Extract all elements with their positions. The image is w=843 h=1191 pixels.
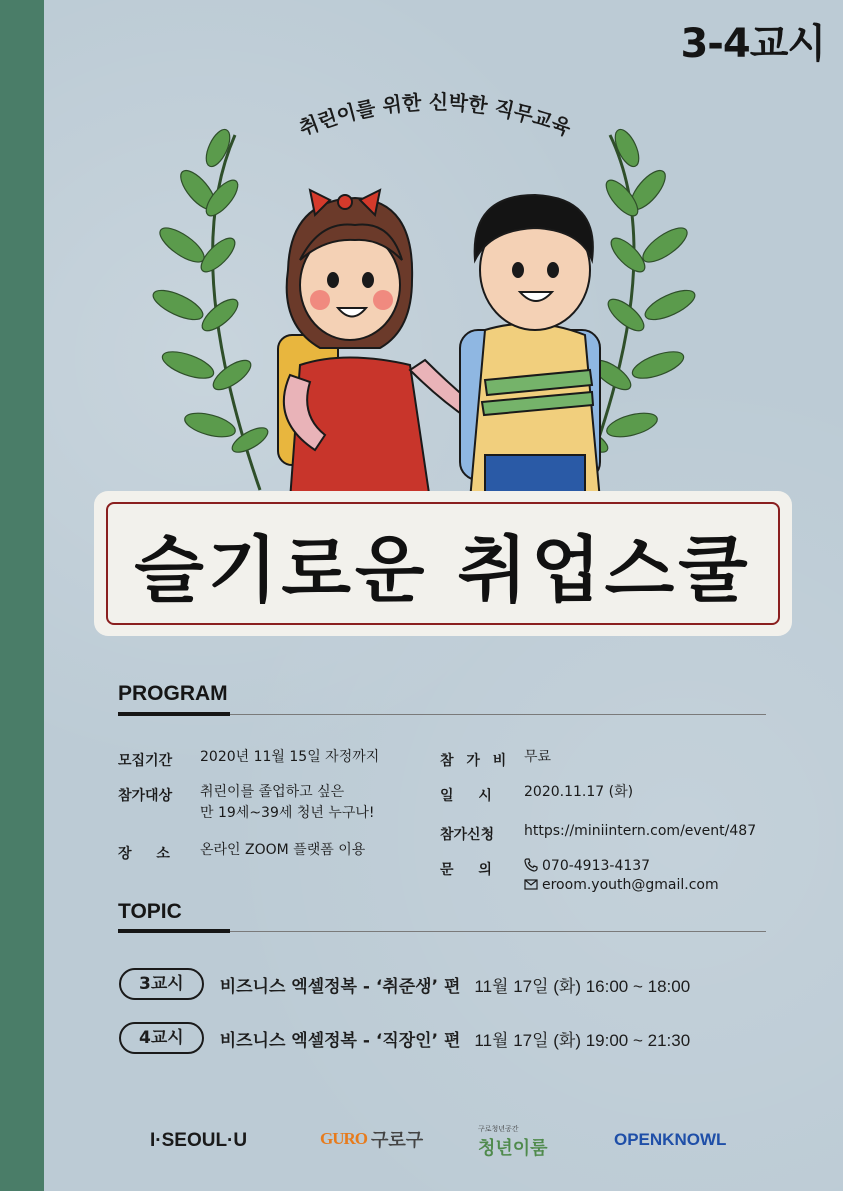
topic-title-4: 비즈니스 엑셀정복 - ‘직장인’ 편 [219,1030,461,1051]
phone-icon [524,858,538,872]
girl-illustration [278,190,480,500]
boy-illustration [460,195,600,500]
topic-pill-3: 3교시 [119,968,204,1000]
info-label-date: 일 시 [440,788,502,804]
info-value-venue: 온라인 ZOOM 플랫폼 이용 [200,842,366,858]
program-rule-thick [118,712,230,716]
session-tag: 3-4교시 [680,21,825,67]
contact-phone-text: 070-4913-4137 [542,858,651,874]
info-value-apply-link[interactable]: https://miniintern.com/event/487 [524,823,757,839]
guro-logo [320,1126,423,1152]
info-value-target-line1: 취린이를 졸업하고 싶은 [200,784,345,800]
openknowl-logo: OPENKNOWL [614,1130,727,1149]
info-value-fee: 무료 [524,749,552,765]
program-heading: PROGRAM [118,682,228,705]
info-value-target-line2: 만 19세~39세 청년 누구나! [200,805,375,821]
topic-title-3: 비즈니스 엑셀정복 - ‘취준생’ 편 [219,976,461,997]
info-label-recruit-period: 모집기간 [118,753,173,769]
laurel-wreath-icon [149,126,698,490]
info-label-contact: 문 의 [440,862,502,878]
green-spine [0,0,44,1191]
eroom-small-text: 구로청년공간 [478,1125,519,1133]
info-label-apply: 참가신청 [440,827,495,843]
eroom-text: 청년이룸 [478,1138,548,1159]
topic-heading: TOPIC [118,900,182,923]
topic-rule-thick [118,929,230,933]
eroom-logo [478,1124,548,1160]
topic-time-4: 11월 17일 (화) 19:00 ~ 21:30 [474,1030,691,1050]
info-value-date: 2020.11.17 (화) [524,784,634,800]
info-label-fee: 참 가 비 [440,753,511,769]
seoul-logo: I·SEOUL·U [150,1130,248,1151]
contact-phone[interactable] [524,856,650,877]
subtitle-text: 취린이를 위한 신박한 직무교육 [295,89,575,141]
info-label-venue: 장 소 [118,846,180,862]
contact-email-text: eroom.youth@gmail.com [542,877,719,893]
guro-mark: GURO [320,1129,367,1148]
topic-rule-thin [230,931,766,932]
topic-row-4 [119,1022,690,1054]
title-card-border [106,502,780,625]
topic-time-3: 11월 17일 (화) 16:00 ~ 18:00 [474,976,691,996]
topic-pill-4: 4교시 [119,1022,204,1054]
mail-icon [524,877,538,891]
topic-row-3 [119,968,690,1000]
main-title: 슬기로운 취업스쿨 [134,527,752,612]
contact-email[interactable] [524,875,719,896]
program-rule-thin [230,714,766,715]
info-label-target: 참가대상 [118,788,173,804]
info-value-recruit-period: 2020년 11월 15일 자정까지 [200,749,380,765]
title-card [94,491,792,636]
guro-text: 구로구 [371,1130,424,1151]
hero-illustration [140,120,700,500]
